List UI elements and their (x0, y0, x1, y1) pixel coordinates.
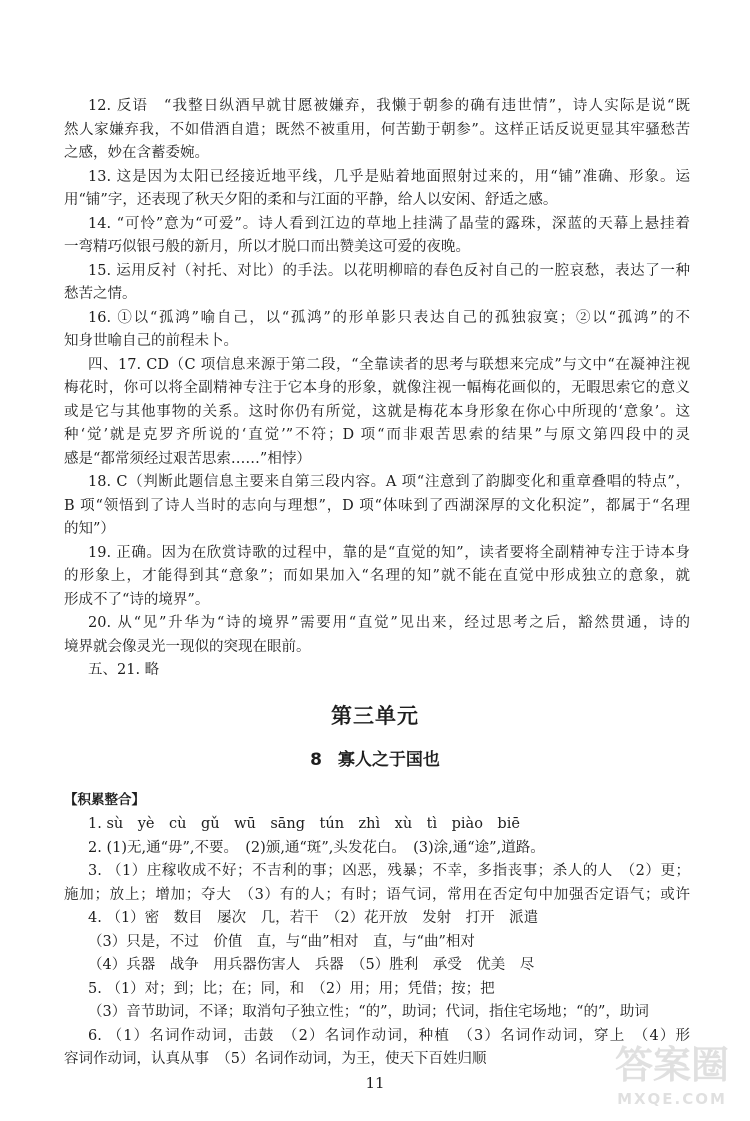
answer-line: 14. “可怜”意为“可爱”。诗人看到江边的草地上挂满了晶莹的露珠，深蓝的天幕上悬挂着 (88, 215, 690, 232)
exercise-line: 3. （1）庄稼收成不好；不吉利的事；凶恶，残暴；不幸，多指丧事；杀人的人 （2）更； (88, 863, 690, 879)
watermark-logo-text: 答案圈 (614, 1043, 729, 1087)
lesson-number: 8 (310, 750, 322, 770)
answer-line: B 项“领悟到了诗人当时的志向与理想”，D 项“体味到了西湖深厚的文化积淀”，都属于“名理 (64, 497, 690, 514)
exercise-line: （4）兵器 战争 用兵器伤害人 兵器 （5）胜利 承受 优美 尽 (88, 957, 535, 973)
answer-item-13 (64, 166, 690, 213)
exercise-line: （3）音节助词，不译；取消句子独立性；“的”，助词；代词，指住宅场地；“的”，助词 (88, 1004, 649, 1020)
answer-item-14 (64, 213, 690, 260)
exercise-line: 1. sù yè cù gǔ wū sāng tún zhì xù tì piào biē (88, 816, 520, 832)
exercise-item-2 (64, 837, 690, 861)
answer-line: 愁苦之情。 (64, 286, 137, 302)
answer-line: 用“铺”字，还表现了秋天夕阳的柔和与江面的平静，给人以安闲、舒适之感。 (64, 192, 558, 208)
answer-item-12 (64, 95, 690, 166)
lesson-name: 寡人之于国也 (337, 750, 440, 770)
answer-item-18 (64, 471, 690, 542)
answer-item-21 (64, 659, 690, 683)
answer-line: 五、21. 略 (88, 662, 160, 678)
exercise-line: 6. （1）名词作动词，击鼓 （2）名词作动词，种植 （3）名词作动词，穿上 （4）形 (88, 1027, 690, 1044)
unit-title: 第三单元 (331, 704, 419, 728)
answer-line: 13. 这是因为太阳已经接近地平线，几乎是贴着地面照射过来的，用“铺”准确、形象。运 (88, 168, 690, 185)
lesson-title (0, 748, 750, 772)
answer-item-15 (64, 260, 690, 307)
exercise-item-6 (64, 1025, 690, 1072)
page-number: 11 (365, 1074, 385, 1092)
accumulation-section (64, 787, 690, 1072)
answer-line: 的形象上，才能得到其“意象”；而如果加入“名理的知”就不能在直觉中形成独立的意象，就 (64, 568, 690, 584)
answer-item-16 (64, 307, 690, 354)
answer-line: 的知”） (64, 521, 115, 537)
exercise-line: 施加；放上；增加；夺大 （3）有的人；有时；语气词，常用在否定句中加强否定语气；或许 (64, 886, 690, 903)
exercise-line: （3）只是，不过 价值 直，与“曲”相对 直，与“曲”相对 (88, 933, 475, 950)
watermark-logo (604, 1040, 740, 1108)
answer-line: 12. 反语 “我整日纵酒早就甘愿被嫌弃，我懒于朝参的确有违世情”，诗人实际是说“既 (88, 98, 690, 114)
answer-line: 四、17. CD（C 项信息来源于第二段，“全靠读者的思考与联想来完成”与文中“在凝神注视 (88, 356, 690, 373)
exercise-line: 容词作动词，认真从事 （5）名词作动词，为王，使天下百姓归顺 (64, 1051, 487, 1067)
answer-item-20 (64, 612, 690, 659)
answer-line: 形成不了“诗的境界”。 (64, 591, 210, 608)
answers-block (64, 95, 690, 683)
answer-line: 18. C（判断此题信息主要来自第三段内容。A 项“注意到了韵脚变化和重章叠唱的特点”， (88, 474, 690, 490)
exercise-line: 2. (1)无,通“毋”,不要。 (2)颁,通“斑”,头发花白。 (3)涂,通“途”,道路。 (88, 839, 545, 856)
answer-item-17 (64, 354, 690, 472)
answer-line: 20. 从“见”升华为“诗的境界”需要用“直觉”见出来，经过思考之后，豁然贯通，诗的 (88, 615, 690, 631)
answer-line: 境界就会像灵光一现似的突现在眼前。 (64, 638, 311, 655)
watermark-site-text: MXQE.COM (617, 1090, 727, 1108)
answer-line: 一弯精巧似银弓般的新月，所以才脱口而出赞美这可爱的夜晚。 (64, 239, 470, 255)
answer-line: 感是“都常须经过艰苦思索……”相悖） (64, 450, 311, 467)
answer-item-19 (64, 542, 690, 613)
answer-line: 16. ①以“孤鸿”喻自己，以“孤鸿”的形单影只表达自己的孤独寂寞；②以“孤鸿”的不 (88, 309, 690, 326)
answer-line: 19. 正确。因为在欣赏诗歌的过程中，靠的是“直觉的知”，读者要将全副精神专注于诗本身 (88, 544, 690, 561)
answer-line: 之感，妙在含蓄委婉。 (64, 145, 209, 161)
answer-line: 然人家嫌弃我，不如借酒自遣；既然不被重用，何苦勤于朝参”。这样正话反说更显其牢骚愁苦 (64, 121, 690, 138)
section-heading: 【积累整合】 (64, 792, 145, 808)
answer-line: 15. 运用反衬（衬托、对比）的手法。以花明柳暗的春色反衬自己的一腔哀愁，表达了一种 (88, 262, 690, 279)
exercise-line: 4. （1）密 数目 屡次 几，若干 （2）花开放 发射 打开 派遣 (88, 910, 539, 926)
answer-line: 梅花时，你可以将全副精神专注于它本身的形象，就像注视一幅梅花画似的，无暇思索它的意义 (64, 380, 690, 396)
answer-line: 种‘觉’就是克罗齐所说的‘直觉’”不符；D 项“而非艰苦思索的结果”与原文第四段中的灵 (64, 427, 690, 443)
exercise-item-5 (64, 978, 690, 1025)
exercise-item-4 (64, 907, 690, 978)
answer-line: 知身世喻自己的前程未卜。 (64, 333, 238, 349)
exercise-line: 5. （1）对；到；比；在；同，和 （2）用；用；凭借；按；把 (88, 980, 495, 997)
answer-line: 或是它与其他事物的关系。这时你仍有所觉，这就是梅花本身形象在你心中所现的‘意象’。这 (64, 403, 690, 420)
exercise-item-3 (64, 860, 690, 907)
exercise-item-1 (64, 813, 690, 837)
